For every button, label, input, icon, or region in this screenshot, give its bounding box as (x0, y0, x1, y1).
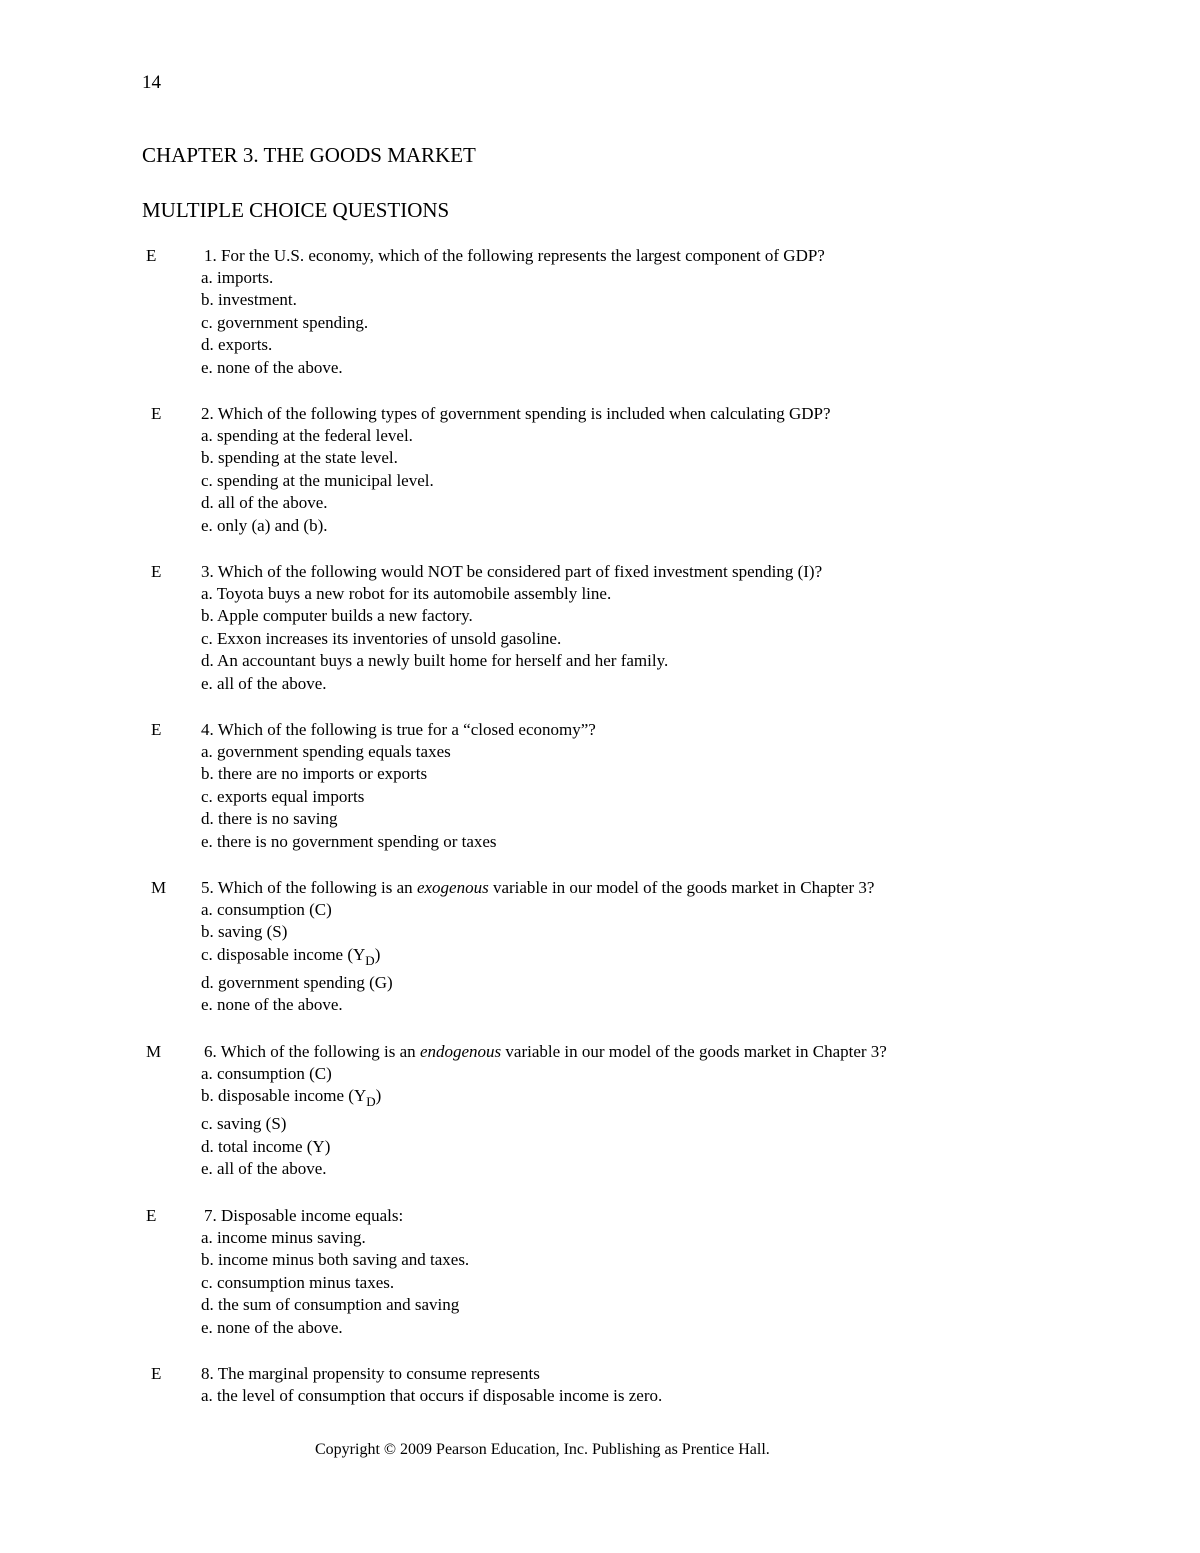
question-text: 8. The marginal propensity to consume represents (201, 1364, 540, 1383)
choice-d: d. there is no saving (201, 809, 338, 828)
subscript: D (365, 952, 375, 968)
choice-a: a. Toyota buys a new robot for its automobile assembly line. (201, 583, 612, 603)
question-7 (0, 1205, 1200, 1340)
subscript: D (366, 1094, 376, 1109)
choice-e: e. none of the above. (201, 1317, 343, 1337)
choice-e: e. all of the above. (201, 673, 327, 693)
question-4 (0, 719, 1200, 854)
choice-e: e. none of the above. (201, 357, 343, 377)
choice-e: e. all of the above. (201, 1159, 327, 1178)
difficulty-badge: E (151, 720, 162, 739)
choice-a: a. spending at the federal level. (201, 425, 413, 445)
choice-a: a. the level of consumption that occurs if disposable income is zero. (201, 1385, 663, 1405)
choice-d: d. the sum of consumption and saving (201, 1295, 460, 1314)
choice-a: a. government spending equals taxes (201, 741, 451, 761)
choice-a: a. consumption (C) (201, 1063, 332, 1083)
question-2 (0, 403, 1200, 538)
question-text: 6. Which of the following is an endogenous variable in our model of the goods market in Chapter 3? (204, 1042, 887, 1061)
choice-a: a. imports. (201, 267, 274, 287)
choice-a: a. consumption (C) (201, 899, 332, 919)
question-text: 1. For the U.S. economy, which of the following represents the largest component of GDP? (204, 246, 825, 265)
question-6 (0, 1041, 1200, 1182)
section-title: MULTIPLE CHOICE QUESTIONS (142, 198, 450, 222)
choice-c: c. spending at the municipal level. (201, 470, 434, 490)
question-text: 5. Which of the following is an exogenous variable in our model of the goods market in Chapter 3? (201, 878, 875, 897)
choice-c: c. disposable income $(Y_D)$ (201, 944, 381, 968)
choice-e: e. none of the above. (201, 995, 343, 1014)
question-text: 3. Which of the following would NOT be considered part of fixed investment spending (I)? (201, 562, 823, 581)
choice-c: c. exports equal imports (201, 786, 365, 806)
copyright-footer: Copyright © 2009 Pearson Education, Inc. Publishing as Prentice Hall. (315, 1441, 770, 1458)
difficulty-badge: M (151, 878, 167, 897)
question-3 (0, 561, 1200, 696)
question-1 (0, 245, 1200, 380)
choice-b: b. investment. (201, 290, 297, 309)
choice-d: d. all of the above. (201, 493, 328, 512)
choice-d: d. exports. (201, 335, 273, 354)
choice-c: c. government spending. (201, 312, 369, 332)
choice-b: b. income minus both saving and taxes. (201, 1250, 470, 1269)
choice-a: a. income minus saving. (201, 1227, 366, 1247)
emphasis-term: exogenous (416, 878, 489, 897)
choice-c: c. consumption minus taxes. (201, 1272, 395, 1292)
choice-c: c. Exxon increases its inventories of unsold gasoline. (201, 628, 562, 648)
chapter-title: CHAPTER 3. THE GOODS MARKET (142, 143, 476, 167)
question-text: 7. Disposable income equals: (204, 1206, 404, 1225)
choice-b: b. saving (S) (201, 922, 288, 941)
choice-b: b. Apple computer builds a new factory. (201, 606, 473, 625)
difficulty-badge: E (151, 1364, 162, 1383)
question-text: 2. Which of the following types of government spending is included when calculating GDP? (201, 404, 831, 423)
difficulty-badge: E (146, 246, 157, 265)
choice-b: b. spending at the state level. (201, 448, 398, 467)
choice-e: e. only (a) and (b). (201, 515, 328, 535)
question-5 (0, 877, 1200, 1018)
choice-e: e. there is no government spending or taxes (201, 831, 497, 851)
choice-b: b. disposable income $(Y_D)$ (201, 1086, 382, 1109)
emphasis-term: endogenous (419, 1042, 502, 1061)
choice-c: c. saving (S) (201, 1114, 287, 1133)
choice-d: d. An accountant buys a newly built home for herself and her family. (201, 651, 669, 670)
choice-b: b. there are no imports or exports (201, 764, 428, 783)
difficulty-badge: M (146, 1042, 162, 1061)
question-8 (0, 1363, 1200, 1408)
choice-d: d. government spending (G) (201, 972, 393, 992)
page-number: 14 (142, 72, 161, 93)
difficulty-badge: E (151, 404, 162, 423)
difficulty-badge: E (151, 562, 162, 581)
question-text: 4. Which of the following is true for a “closed economy”? (201, 720, 596, 739)
difficulty-badge: E (146, 1206, 157, 1225)
choice-d: d. total income (Y) (201, 1136, 331, 1156)
